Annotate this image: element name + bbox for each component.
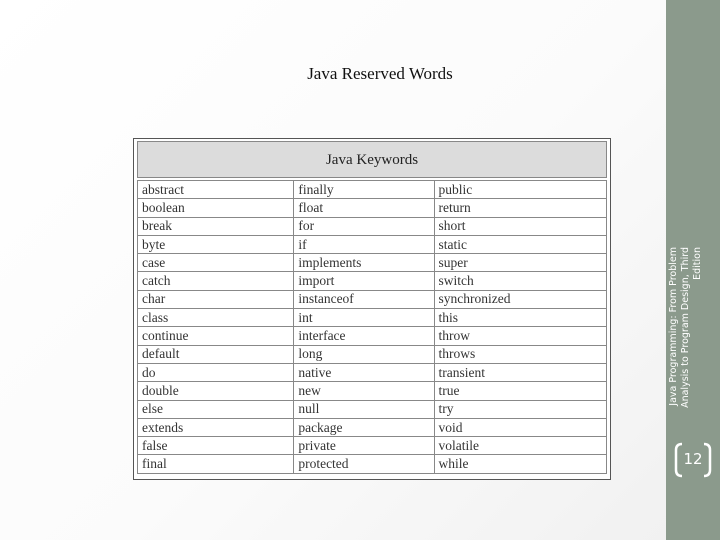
- table-row: [138, 455, 607, 473]
- keyword-cell: do: [138, 363, 294, 381]
- table-row: [138, 217, 607, 235]
- keyword-cell: for: [294, 217, 434, 235]
- table-row: [138, 400, 607, 418]
- keyword-cell: final: [138, 455, 294, 473]
- table-row: [138, 290, 607, 308]
- keyword-cell: synchronized: [434, 290, 606, 308]
- keyword-cell: void: [434, 418, 606, 436]
- table-row: [138, 309, 607, 327]
- table-row: [138, 199, 607, 217]
- keyword-cell: float: [294, 199, 434, 217]
- keyword-cell: new: [294, 382, 434, 400]
- keyword-cell: implements: [294, 254, 434, 272]
- keywords-table: [137, 180, 607, 474]
- table-row: [138, 437, 607, 455]
- keyword-cell: else: [138, 400, 294, 418]
- keyword-cell: continue: [138, 327, 294, 345]
- page-number-badge: [673, 442, 713, 478]
- keyword-cell: transient: [434, 363, 606, 381]
- keyword-cell: return: [434, 199, 606, 217]
- keyword-cell: null: [294, 400, 434, 418]
- keyword-cell: false: [138, 437, 294, 455]
- keyword-cell: long: [294, 345, 434, 363]
- keyword-cell: case: [138, 254, 294, 272]
- keyword-cell: throws: [434, 345, 606, 363]
- keyword-cell: interface: [294, 327, 434, 345]
- table-row: [138, 418, 607, 436]
- keyword-cell: this: [434, 309, 606, 327]
- table-row: [138, 382, 607, 400]
- keyword-cell: throw: [434, 327, 606, 345]
- keyword-cell: private: [294, 437, 434, 455]
- keyword-cell: int: [294, 309, 434, 327]
- table-row: [138, 181, 607, 199]
- keyword-cell: while: [434, 455, 606, 473]
- keywords-table-header: Java Keywords: [137, 141, 607, 178]
- keyword-cell: char: [138, 290, 294, 308]
- keywords-figure: [133, 138, 611, 480]
- keyword-cell: volatile: [434, 437, 606, 455]
- keyword-cell: if: [294, 235, 434, 253]
- keyword-cell: boolean: [138, 199, 294, 217]
- keyword-cell: extends: [138, 418, 294, 436]
- sidebar-caption: Java Programming: From Problem Analysis to Program Design, Third Edition: [668, 247, 703, 408]
- keyword-cell: protected: [294, 455, 434, 473]
- slide-title: Java Reserved Words: [307, 64, 453, 83]
- keyword-cell: catch: [138, 272, 294, 290]
- table-row: [138, 363, 607, 381]
- keyword-cell: abstract: [138, 181, 294, 199]
- page-number: 12: [683, 450, 703, 468]
- table-row: [138, 254, 607, 272]
- keyword-cell: double: [138, 382, 294, 400]
- keyword-cell: static: [434, 235, 606, 253]
- keyword-cell: finally: [294, 181, 434, 199]
- table-row: [138, 327, 607, 345]
- keyword-cell: public: [434, 181, 606, 199]
- keyword-cell: import: [294, 272, 434, 290]
- keyword-cell: native: [294, 363, 434, 381]
- keyword-cell: package: [294, 418, 434, 436]
- table-row: [138, 345, 607, 363]
- keyword-cell: break: [138, 217, 294, 235]
- keyword-cell: instanceof: [294, 290, 434, 308]
- table-row: [138, 235, 607, 253]
- keyword-cell: try: [434, 400, 606, 418]
- keyword-cell: class: [138, 309, 294, 327]
- keyword-cell: default: [138, 345, 294, 363]
- keyword-cell: super: [434, 254, 606, 272]
- keyword-cell: byte: [138, 235, 294, 253]
- table-row: [138, 272, 607, 290]
- keyword-cell: true: [434, 382, 606, 400]
- keyword-cell: switch: [434, 272, 606, 290]
- keyword-cell: short: [434, 217, 606, 235]
